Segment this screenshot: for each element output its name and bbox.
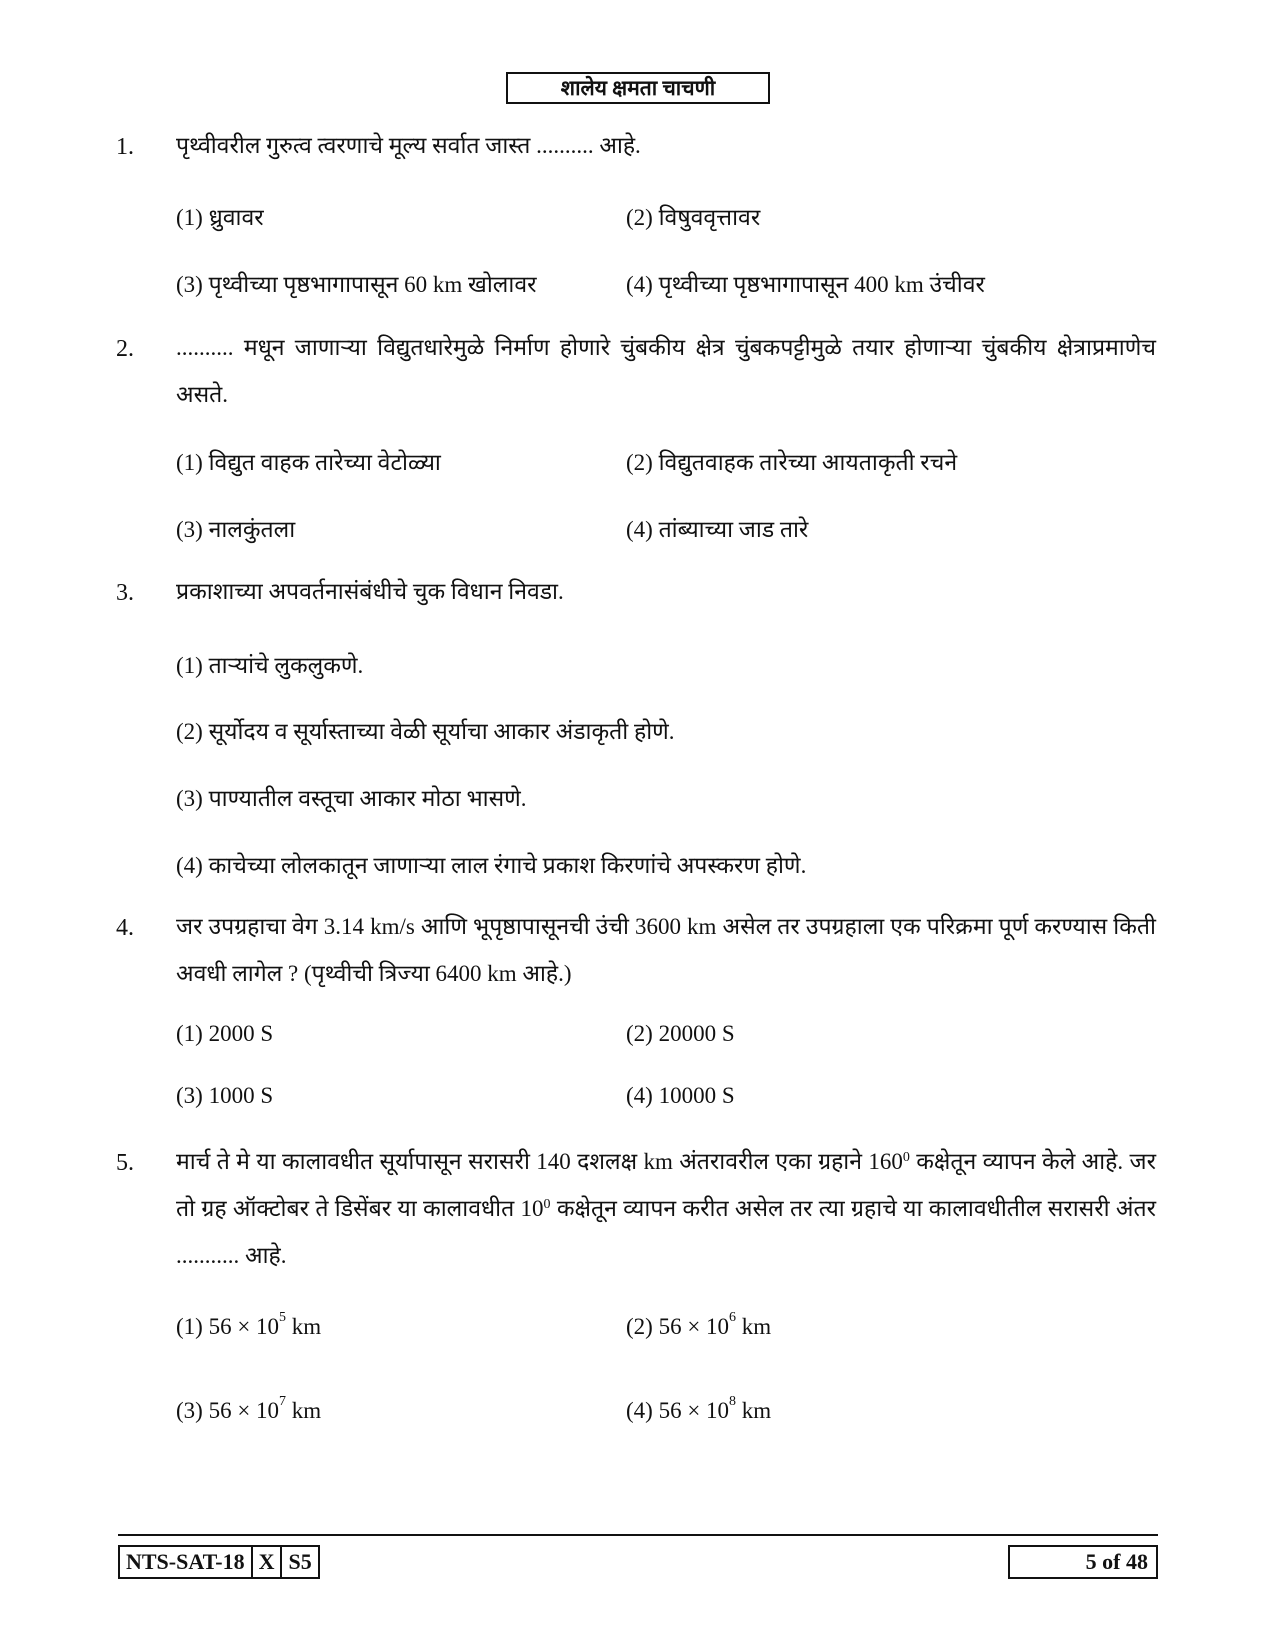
question-number: 5.	[116, 1150, 134, 1176]
question-number: 3.	[116, 580, 134, 606]
question-number: 4.	[116, 915, 134, 941]
option: (1) विद्युत वाहक तारेच्या वेटोळ्या	[176, 450, 441, 475]
question-text: मार्च ते मे या कालावधीत सूर्यापासून सरासरी 140 दशलक्ष km अंतरावरील एका ग्रहाने $160^0$ कक्षेतून व्यापन केले आहे. जर तो ग्रह ऑक्टोबर ते डिसेंबर या कालावधीत $10^0$ कक्षेतून व्यापन करीत असेल तर त्या ग्रहाचे या कालावधीतील सरासरी अंतर ........... आहे.	[176, 1149, 1156, 1268]
option: (1) ध्रुवावर	[176, 205, 264, 230]
question-number: 1.	[116, 134, 134, 160]
subject-code: S5	[288, 1549, 312, 1574]
option: (1) ताऱ्यांचे लुकलुकणे.	[176, 653, 364, 678]
question-text: प्रकाशाच्या अपवर्तनासंबंधीचे चुक विधान निवडा.	[176, 579, 564, 604]
page-number: 5 of 48	[1008, 1545, 1158, 1579]
option: (3) 1000 S	[176, 1083, 274, 1108]
option: (4) तांब्याच्या जाड तारे	[626, 517, 809, 542]
option: (1) $56 \times 10^5$ km	[176, 1310, 322, 1339]
standard: X	[253, 1547, 283, 1577]
page-title: शालेय क्षमता चाचणी	[506, 72, 770, 104]
option: (3) $56 \times 10^7$ km	[176, 1394, 322, 1423]
footer-rule	[118, 1534, 1158, 1536]
option: (4) 10000 S	[626, 1083, 735, 1108]
question-number: 2.	[116, 336, 134, 362]
exam-code: NTS-SAT-18	[120, 1547, 253, 1577]
option: (3) नालकुंतला	[176, 517, 296, 542]
option: (4) पृथ्वीच्या पृष्ठभागापासून 400 km उंचीवर	[626, 272, 985, 297]
option: (3) पाण्यातील वस्तूचा आकार मोठा भासणे.	[176, 786, 527, 811]
option: (2) सूर्योदय व सूर्यास्ताच्या वेळी सूर्याचा आकार अंडाकृती होणे.	[176, 719, 675, 744]
option: (2) विषुववृत्तावर	[626, 205, 761, 230]
option: (4) काचेच्या लोलकातून जाणाऱ्या लाल रंगाचे प्रकाश किरणांचे अपस्करण होणे.	[176, 853, 807, 878]
option: (2) $56 \times 10^6$ km	[626, 1310, 772, 1339]
question-text: पृथ्वीवरील गुरुत्व त्वरणाचे मूल्य सर्वात जास्त .......... आहे.	[176, 133, 641, 158]
footer-code-box	[118, 1545, 320, 1579]
option: (2) विद्युतवाहक तारेच्या आयताकृती रचने	[626, 450, 958, 475]
option: (2) 20000 S	[626, 1021, 735, 1046]
option: (1) 2000 S	[176, 1021, 274, 1046]
option: (3) पृथ्वीच्या पृष्ठभागापासून 60 km खोलावर	[176, 272, 537, 297]
question-text: .......... मधून जाणाऱ्या विद्युतधारेमुळे निर्माण होणारे चुंबकीय क्षेत्र चुंबकपट्टीमुळे तयार होणाऱ्या चुंबकीय क्षेत्राप्रमाणेच असते.	[176, 335, 1156, 407]
option: (4) $56 \times 10^8$ km	[626, 1394, 772, 1423]
question-text: जर उपग्रहाचा वेग 3.14 km/s आणि भूपृष्ठापासूनची उंची 3600 km असेल तर उपग्रहाला एक परिक्रमा पूर्ण करण्यास किती अवधी लागेल ? (पृथ्वीची त्रिज्या 6400 km आहे.)	[176, 914, 1156, 986]
